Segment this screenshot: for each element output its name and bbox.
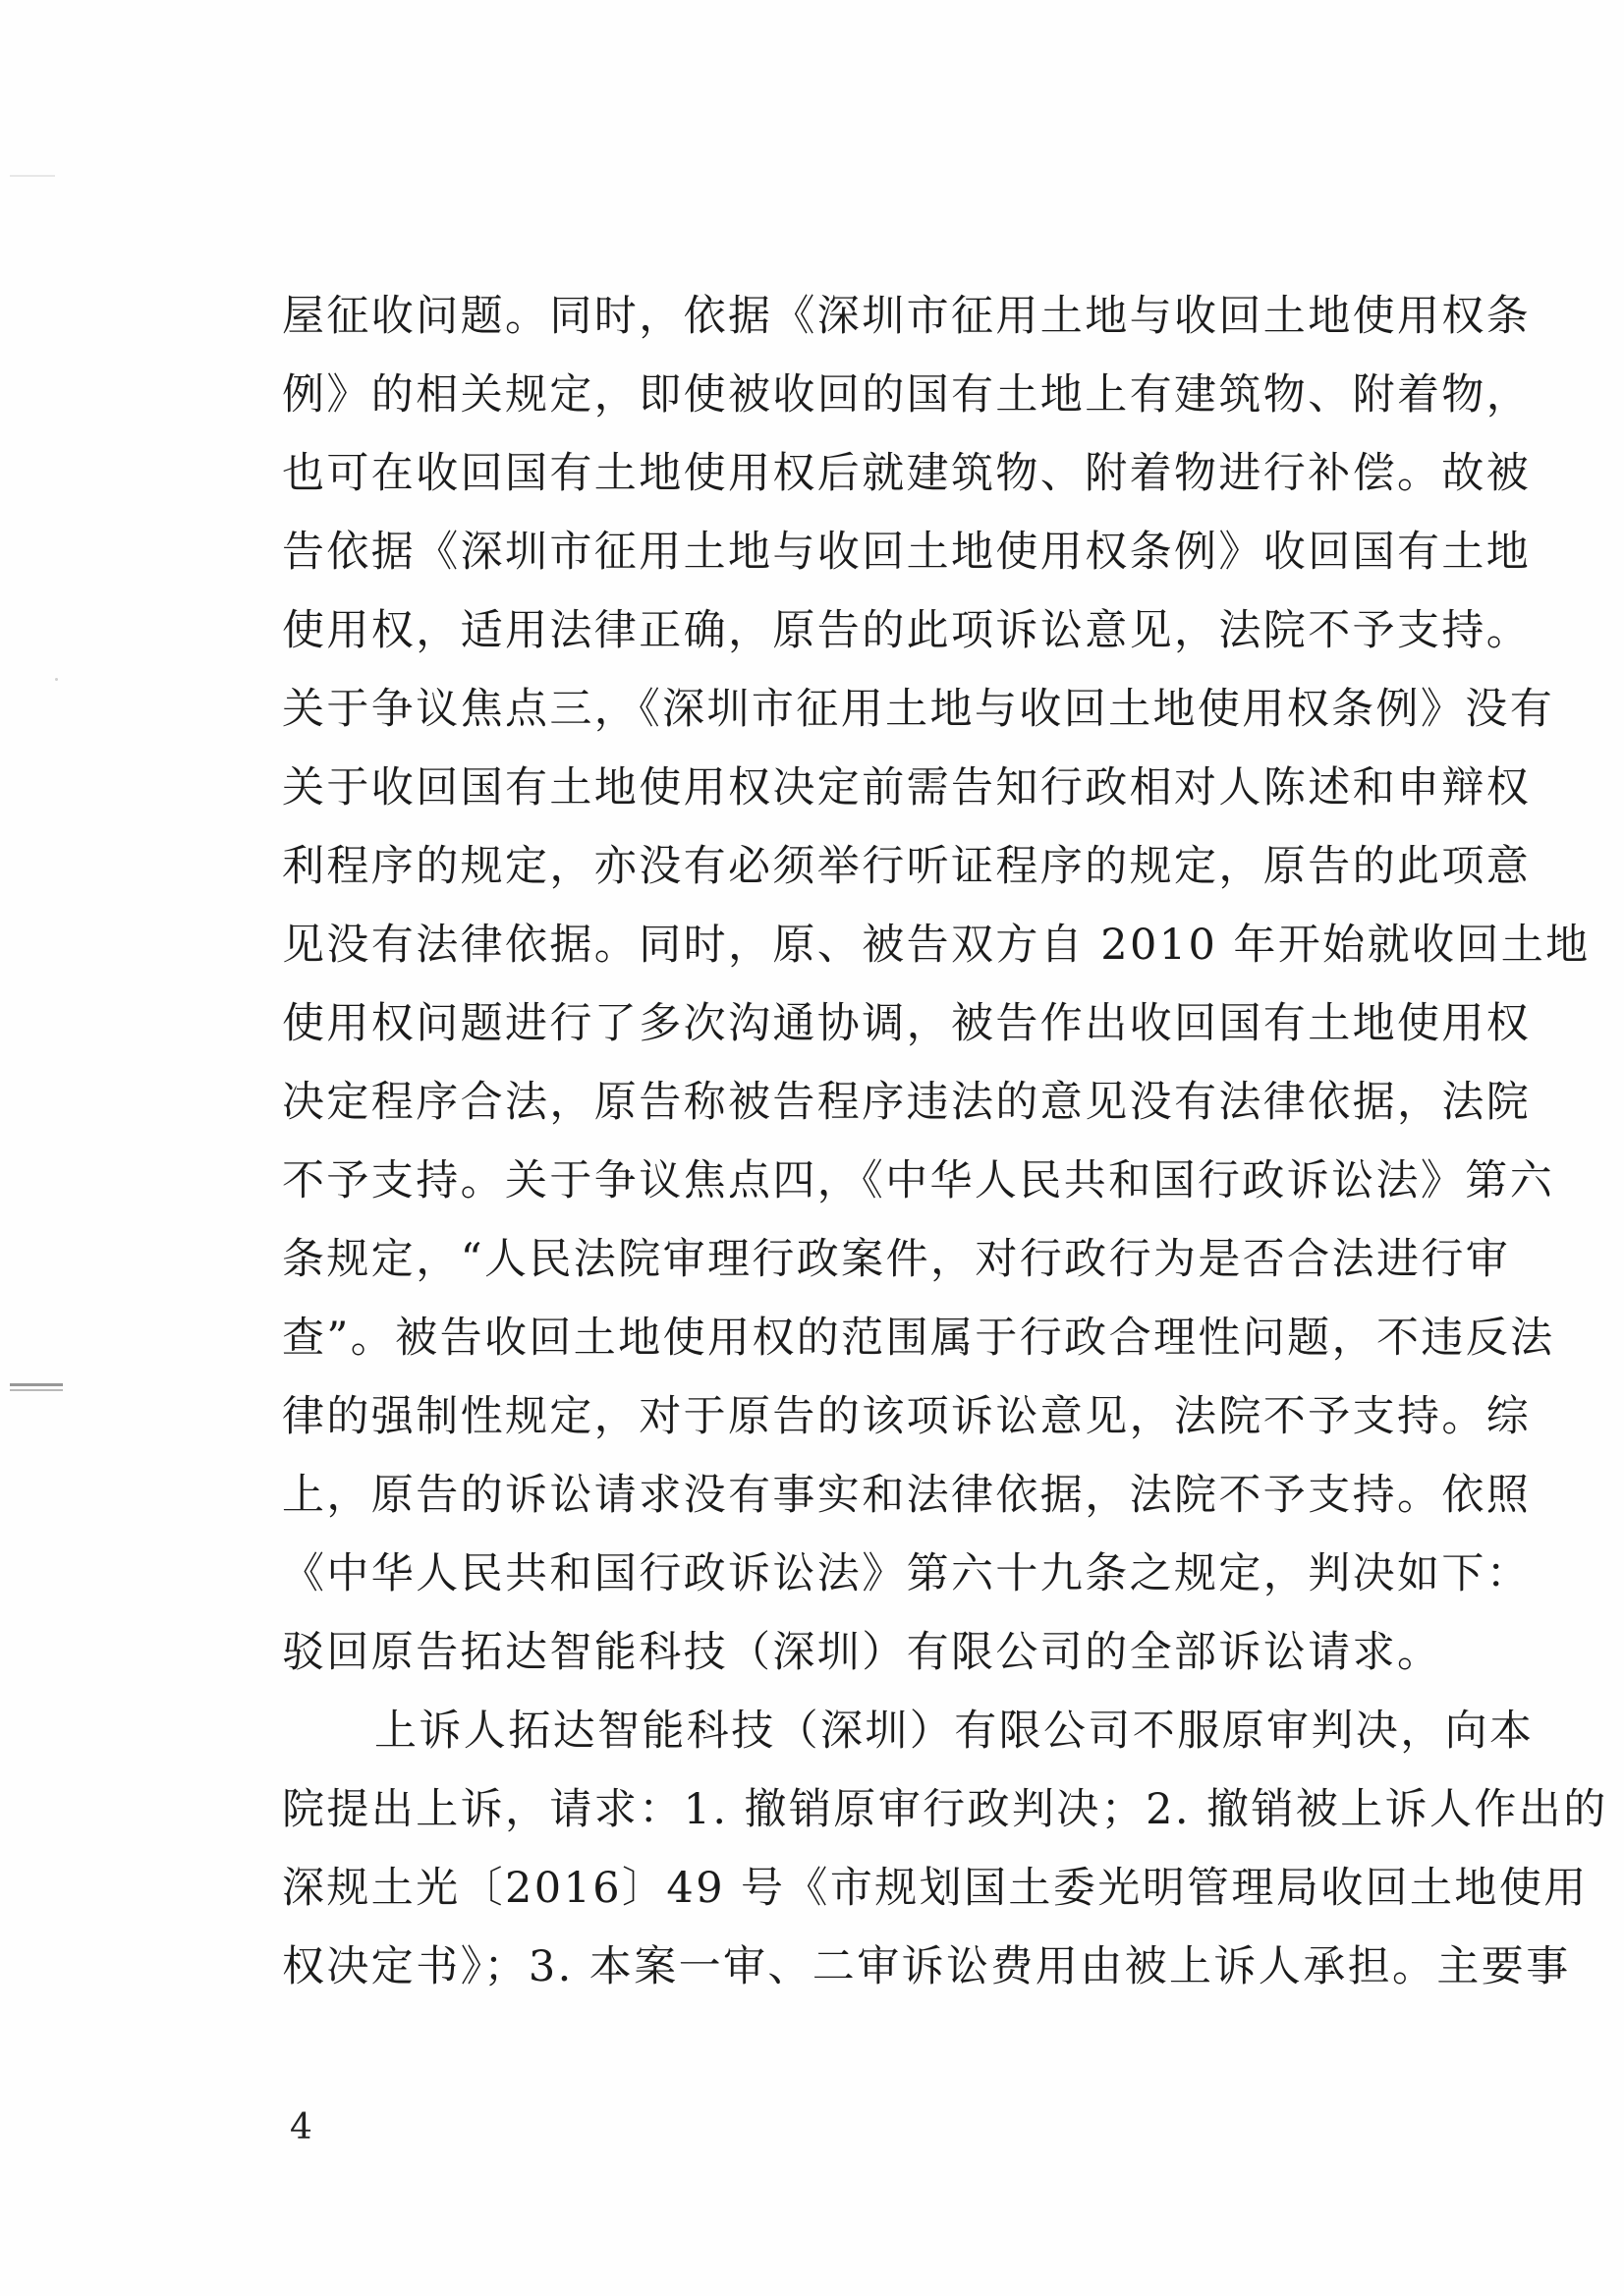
text-line: 使用权，适用法律正确，原告的此项诉讼意见，法院不予支持。 bbox=[282, 606, 1532, 655]
page-number: 4 bbox=[290, 2107, 312, 2148]
text-line: 上，原告的诉讼请求没有事实和法律依据，法院不予支持。依照 bbox=[282, 1471, 1532, 1520]
text-line: 屋征收问题。同时，依据《深圳市征用土地与收回土地使用权条 bbox=[282, 292, 1532, 341]
scan-artifact bbox=[10, 1389, 63, 1391]
text-line: 关于收回国有土地使用权决定前需告知行政相对人陈述和申辩权 bbox=[282, 763, 1532, 812]
text-line: 不予支持。关于争议焦点四，《中华人民共和国行政诉讼法》第六 bbox=[282, 1156, 1555, 1205]
text-line: 《中华人民共和国行政诉讼法》第六十九条之规定，判决如下： bbox=[282, 1549, 1532, 1598]
judgment-body-text bbox=[282, 277, 1608, 2006]
text-line: 决定程序合法，原告称被告程序违法的意见没有法律依据，法院 bbox=[282, 1078, 1532, 1127]
text-line: 条规定，“人民法院审理行政案件，对行政行为是否合法进行审 bbox=[282, 1235, 1511, 1284]
text-line: 利程序的规定，亦没有必须举行听证程序的规定，原告的此项意 bbox=[282, 842, 1532, 891]
text-line: 例》的相关规定，即使被收回的国有土地上有建筑物、附着物， bbox=[282, 370, 1532, 420]
text-line: 深规土光〔2016〕49 号《市规划国土委光明管理局收回土地使用 bbox=[282, 1864, 1589, 1913]
scan-artifact bbox=[55, 678, 58, 681]
paragraph-end-line: 驳回原告拓达智能科技（深圳）有限公司的全部诉讼请求。 bbox=[282, 1628, 1442, 1677]
paragraph-start-line: 上诉人拓达智能科技（深圳）有限公司不服原审判决，向本 bbox=[374, 1707, 1535, 1756]
text-line: 查”。被告收回土地使用权的范围属于行政合理性问题，不违反法 bbox=[282, 1314, 1555, 1363]
text-line: 告依据《深圳市征用土地与收回土地使用权条例》收回国有土地 bbox=[282, 528, 1532, 577]
text-line: 使用权问题进行了多次沟通协调，被告作出收回国有土地使用权 bbox=[282, 999, 1532, 1048]
text-line: 律的强制性规定，对于原告的该项诉讼意见，法院不予支持。综 bbox=[282, 1392, 1532, 1441]
text-line: 院提出上诉，请求：1. 撤销原审行政判决；2. 撤销被上诉人作出的 bbox=[282, 1785, 1608, 1834]
text-line: 也可在收回国有土地使用权后就建筑物、附着物进行补偿。故被 bbox=[282, 449, 1532, 498]
text-line: 见没有法律依据。同时，原、被告双方自 2010 年开始就收回土地 bbox=[282, 921, 1591, 970]
scan-artifact bbox=[10, 175, 55, 177]
scan-artifact bbox=[10, 1383, 63, 1386]
text-line: 权决定书》；3. 本案一审、二审诉讼费用由被上诉人承担。主要事 bbox=[282, 1942, 1571, 1991]
text-line: 关于争议焦点三，《深圳市征用土地与收回土地使用权条例》没有 bbox=[282, 685, 1555, 734]
